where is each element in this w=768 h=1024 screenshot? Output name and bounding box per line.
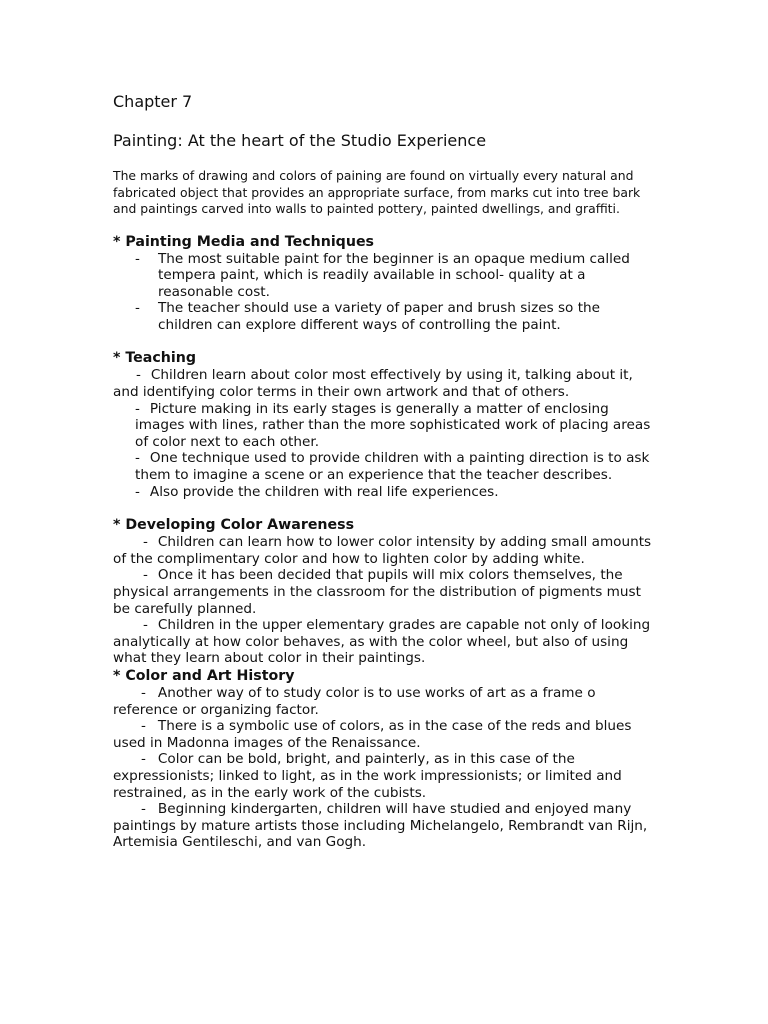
list-item: - The teacher should use a variety of paper and brush sizes so the children can explore different ways of controlling the paint. xyxy=(135,300,601,333)
bullet-dash: - xyxy=(136,367,141,384)
bullet-dash: - xyxy=(135,250,140,267)
bullet-dash: - xyxy=(141,684,146,701)
color-awareness-list xyxy=(113,534,653,667)
bullet-dash: - xyxy=(141,751,146,768)
bullet-dash: - xyxy=(141,718,146,735)
section-heading-color-awareness: * Developing Color Awareness xyxy=(113,517,355,534)
list-item: - Beginning kindergarten, children will have studied and enjoyed many paintings by mature artists those including Michelangelo, Rembrandt van Rijn, Artemisia Gentileschi, and van Gogh. xyxy=(113,801,648,851)
painting-media-list xyxy=(113,251,653,334)
bullet-dash: - xyxy=(135,483,140,500)
list-item: - There is a symbolic use of colors, as in the case of the reds and blues used in Madonna images of the Renaissance. xyxy=(113,718,632,751)
bullet-dash: - xyxy=(135,450,140,467)
bullet-dash: - xyxy=(135,300,140,317)
section-heading-painting-media: * Painting Media and Techniques xyxy=(113,233,375,250)
list-item: - Children in the upper elementary grades are capable not only of looking analytically at how color behaves, as with the color wheel, but also of using what they learn about color in their paintings. xyxy=(113,617,651,667)
bullet-dash: - xyxy=(143,617,148,634)
document-page xyxy=(113,92,653,851)
section-heading-color-art-history: * Color and Art History xyxy=(113,667,295,684)
list-item: - Picture making in its early stages is generally a matter of enclosing images with lines, rather than the more sophisticated work of placing areas of color next to each other. xyxy=(135,400,651,450)
chapter-title: Painting: At the heart of the Studio Experience xyxy=(113,131,487,150)
chapter-label: Chapter 7 xyxy=(113,92,193,111)
bullet-dash: - xyxy=(143,567,148,584)
list-item: - Once it has been decided that pupils will mix colors themselves, the physical arrangements in the classroom for the distribution of pigments must be carefully planned. xyxy=(113,567,641,617)
bullet-dash: - xyxy=(141,801,146,818)
bullet-dash: - xyxy=(135,400,140,417)
list-item: - Another way of to study color is to use works of art as a frame o reference or organizing factor. xyxy=(113,684,596,718)
list-item: - Children can learn how to lower color intensity by adding small amounts of the complimentary color and how to lighten color by adding white. xyxy=(113,534,652,567)
color-art-history-list xyxy=(113,685,653,851)
list-item: - The most suitable paint for the beginner is an opaque medium called tempera paint, which is readily available in school- quality at a reasonable cost. xyxy=(135,250,630,300)
section-heading-teaching: * Teaching xyxy=(113,350,196,367)
list-item: - Also provide the children with real life experiences. xyxy=(135,483,499,500)
teaching-list xyxy=(113,367,653,500)
bullet-dash: - xyxy=(143,534,148,551)
list-item: - One technique used to provide children with a painting direction is to ask them to imagine a scene or an experience that the teacher describes. xyxy=(135,450,650,484)
intro-paragraph: The marks of drawing and colors of paining are found on virtually every natural and fabricated object that provides an appropriate surface, from marks cut into tree bark and paintings carved into walls to painted pottery, painted dwellings, and graffiti. xyxy=(113,168,641,216)
list-item: - Children learn about color most effectively by using it, talking about it, and identifying color terms in their own artwork and that of others. xyxy=(113,367,633,401)
list-item: - Color can be bold, bright, and painterly, as in this case of the expressionists; linked to light, as in the work impressionists; or limited and restrained, as in the early work of the cubists. xyxy=(113,751,622,801)
